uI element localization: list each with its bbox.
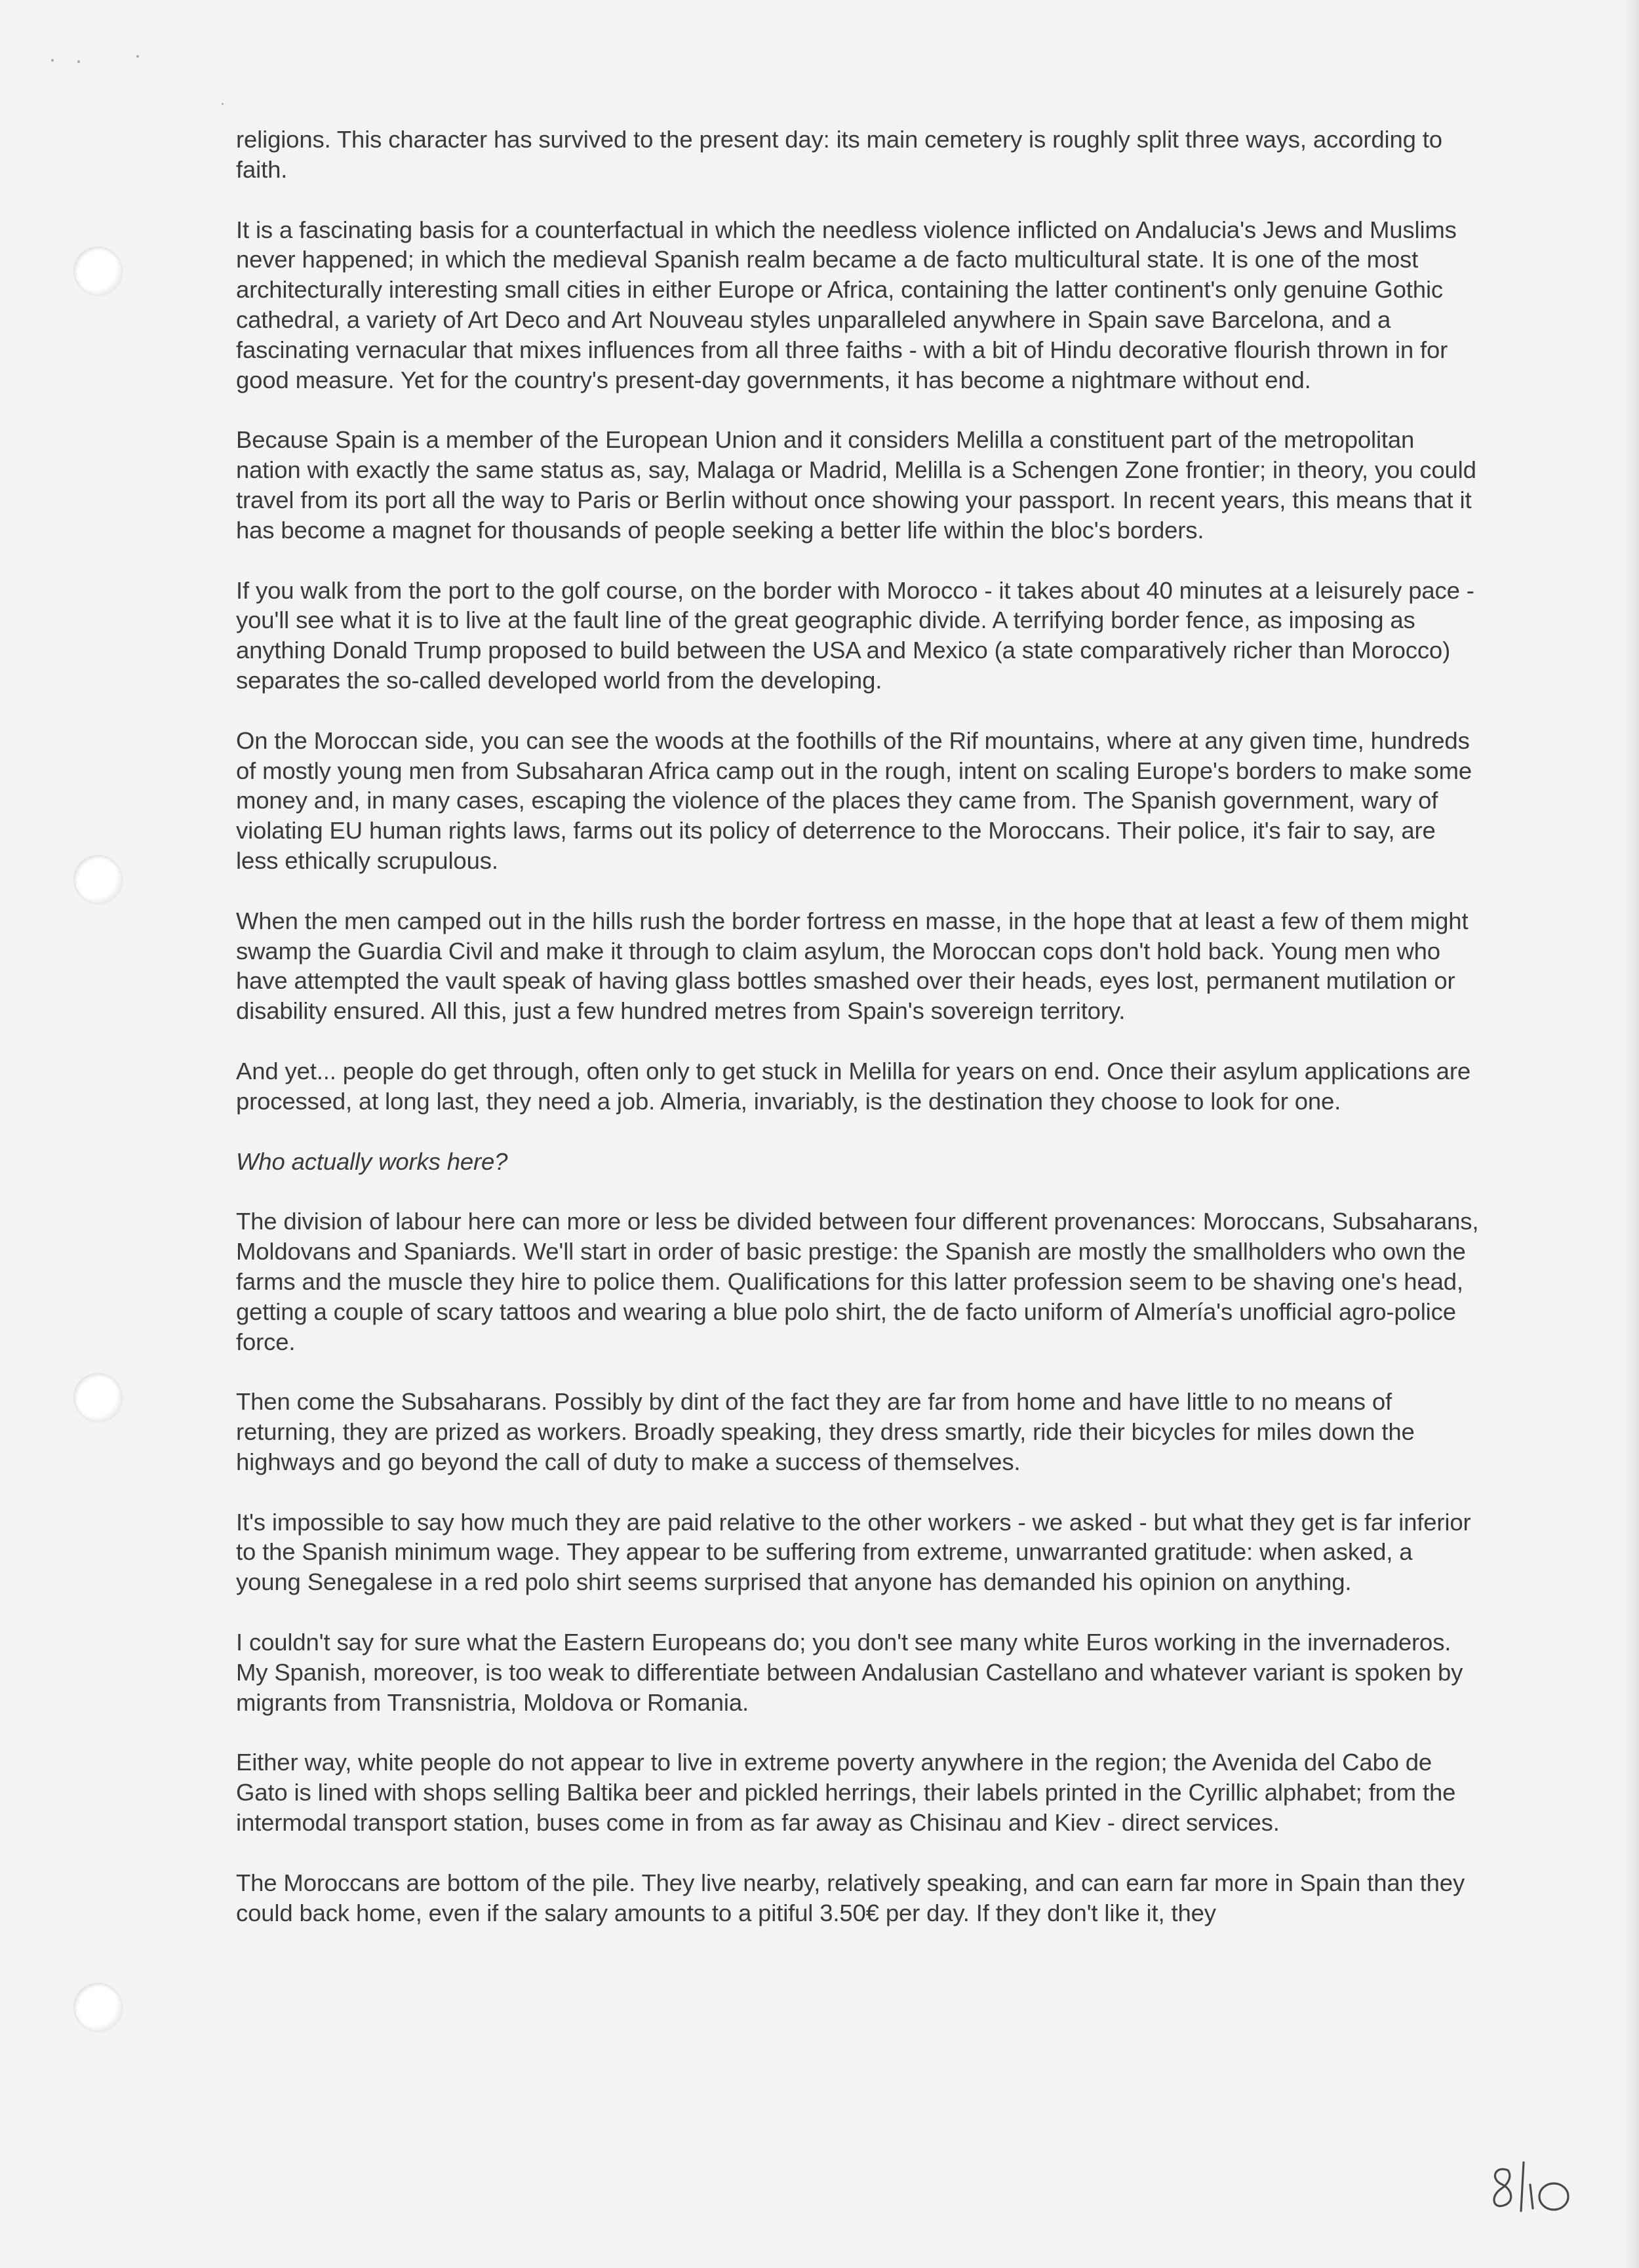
scan-speck — [51, 59, 54, 62]
paragraph: The Moroccans are bottom of the pile. They live nearby, relatively speaking, and can earn far more in Spain than they could back home, even if the salary amounts to a pitiful 3.50€ per day. If they don't like it, they — [236, 1869, 1465, 1926]
handwritten-page-number-glyph — [1483, 2156, 1581, 2228]
paragraph: And yet... people do get through, often only to get stuck in Melilla for years on end. Once their asylum applications are processed, at long last, they need a job. Almeria, invariably, is the destination they choose to look for one. — [236, 1057, 1471, 1115]
punch-hole — [73, 1373, 122, 1422]
scan-speck — [222, 103, 224, 105]
paragraph: Either way, white people do not appear to live in extreme poverty anywhere in the region; the Avenida del Cabo de Gato is lined with shops selling Baltika beer and pickled herrings, their labels printed in the Cyrillic alphabet; from the intermodal transport station, buses come in from as far away as Chisinau and Kiev - direct services. — [236, 1749, 1456, 1837]
body-text — [236, 126, 1482, 1958]
paragraph: It's impossible to say how much they are paid relative to the other workers - we asked - but what they get is far inferior to the Spanish minimum wage. They appear to be suffering from extreme, unwarranted gratitude: when asked, a young Senegalese in a red polo shirt seems surprised that anyone has demanded his opinion on anything. — [236, 1508, 1471, 1596]
section-subheading: Who actually works here? — [236, 1147, 508, 1175]
paragraph: The division of labour here can more or less be divided between four different provenances: Moroccans, Subsaharans, Moldovans and Spaniards. We'll start in order of basic prestige: the Spanish are mostly the smallholders who own the farms and the muscle they hire to police them. Qualifications for this latter profession seem to be shaving one's head, getting a couple of scary tattoos and wearing a blue polo shirt, the de facto uniform of Almería's unofficial agro-police force. — [236, 1208, 1479, 1355]
paragraph: When the men camped out in the hills rush the border fortress en masse, in the hope that at least a few of them might swamp the Guardia Civil and make it through to claim asylum, the Moroccan cops don't hold back. Young men who have attempted the vault speak of having glass bottles smashed over their heads, eyes lost, permanent mutilation or disability ensured. All this, just a few hundred metres from Spain's sovereign territory. — [236, 907, 1469, 1025]
scan-speck — [77, 60, 80, 63]
paragraph: On the Moroccan side, you can see the woods at the foothills of the Rif mountains, where at any given time, hundreds of mostly young men from Subsaharan Africa camp out in the rough, intent on scaling Europe's borders to make some money and, in many cases, escaping the violence of the places they came from. The Spanish government, wary of violating EU human rights laws, farms out its policy of deterrence to the Moroccans. Their police, it's fair to say, are less ethically scrupulous. — [236, 726, 1472, 874]
scan-speck — [136, 55, 139, 58]
paragraph: Because Spain is a member of the European Union and it considers Melilla a constituent part of the metropolitan nation with exactly the same status as, say, Malaga or Madrid, Melilla is a Schengen Zone frontier; in theory, you could travel from its port all the way to Paris or Berlin without once showing your passport. In recent years, this means that it has become a magnet for thousands of people seeking a better life within the bloc's borders. — [236, 426, 1476, 544]
page-edge-shadow — [1625, 0, 1639, 2268]
punch-hole — [73, 1983, 122, 2031]
punch-hole — [73, 855, 122, 904]
paragraph: If you walk from the port to the golf course, on the border with Morocco - it takes about 40 minutes at a leisurely pace - you'll see what it is to live at the fault line of the great geographic divide. A terrifying border fence, as imposing as anything Donald Trump proposed to build between the USA and Mexico (a state comparatively richer than Morocco) separates the so-called developed world from the developing. — [236, 576, 1474, 694]
paragraph: It is a fascinating basis for a counterfactual in which the needless violence inflicted on Andalucia's Jews and Muslims never happened; in which the medieval Spanish realm became a de facto multicultural state. It is one of the most architecturally interesting small cities in either Europe or Africa, containing the latter continent's only genuine Gothic cathedral, a variety of Art Deco and Art Nouveau styles unparalleled anywhere in Spain save Barcelona, and a fascinating vernacular that mixes influences from all three faiths - with a bit of Hindu decorative flourish thrown in for good measure. Yet for the country's present-day governments, it has become a nightmare without end. — [236, 216, 1457, 393]
handwritten-page-number — [1483, 2156, 1581, 2228]
paragraph: religions. This character has survived to the present day: its main cemetery is roughly split three ways, according to faith. — [236, 126, 1442, 183]
paragraph: Then come the Subsaharans. Possibly by dint of the fact they are far from home and have little to no means of returning, they are prized as workers. Broadly speaking, they dress smartly, ride their bicycles for miles down the highways and go beyond the call of duty to make a success of themselves. — [236, 1388, 1415, 1475]
paragraph: I couldn't say for sure what the Eastern Europeans do; you don't see many white Euros working in the invernaderos. My Spanish, moreover, is too weak to differentiate between Andalusian Castellano and whatever variant is spoken by migrants from Transnistria, Moldova or Romania. — [236, 1629, 1463, 1716]
scan-cutoff-mask — [223, 2119, 1508, 2159]
punch-hole — [73, 247, 122, 295]
